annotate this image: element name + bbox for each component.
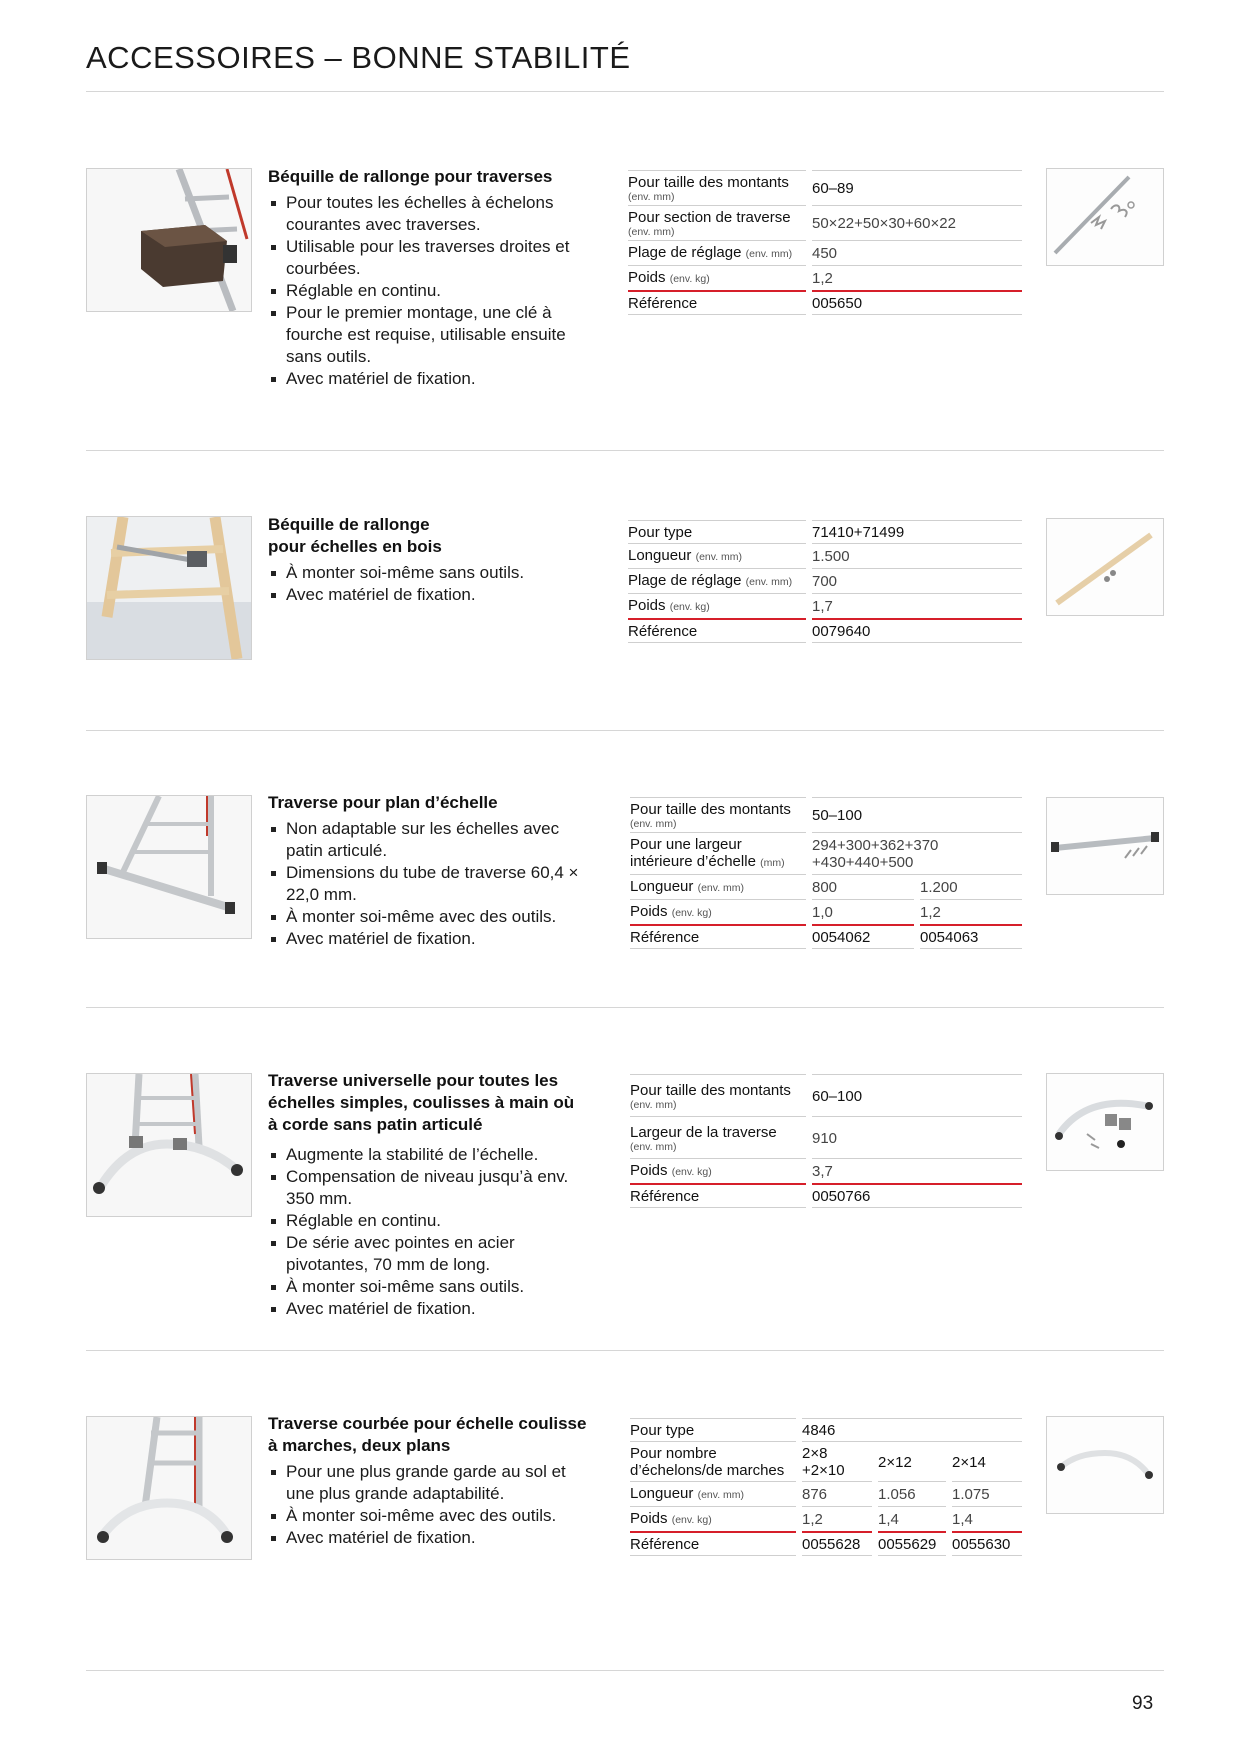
unit-label: (env. mm)	[630, 1140, 677, 1153]
spec-table	[622, 170, 1028, 315]
title-line: pour échelles en bois	[268, 537, 442, 556]
spec-label: Plage de réglage	[628, 244, 742, 261]
spec-value: 3,7	[812, 1159, 1022, 1185]
unit-label: (env. kg)	[669, 273, 710, 285]
reference-number: 0050766	[812, 1185, 1022, 1208]
spec-label: Poids	[628, 597, 666, 614]
spec-value: 700	[812, 569, 1022, 594]
spec-label: Longueur	[630, 1485, 694, 1502]
product-title: Béquille de rallonge pour traverses	[268, 167, 553, 186]
spec-label: Pour taille des montants	[630, 1081, 791, 1099]
spec-value: 50–100	[812, 797, 1022, 833]
bullet-item: Avec matériel de fixation.	[268, 928, 588, 950]
section-divider	[86, 730, 1164, 731]
spec-label: intérieure d’échelle	[630, 853, 756, 870]
spec-value: 2×12	[878, 1442, 946, 1482]
product-description	[268, 792, 588, 950]
spec-value: 1,2	[802, 1507, 872, 1533]
product-description	[268, 166, 588, 390]
bullet-item: À monter soi-même sans outils.	[268, 562, 588, 584]
product-thumbnail	[1046, 797, 1164, 895]
reference-number: 005650	[812, 292, 1022, 315]
spec-label: Largeur de la traverse	[630, 1123, 777, 1141]
bullet-item: Augmente la stabilité de l’échelle.	[268, 1144, 588, 1166]
product-photo-bequille-bois	[86, 516, 252, 660]
spec-value: +430+440+500	[812, 854, 914, 871]
bullet-item: À monter soi-même avec des outils.	[268, 1505, 588, 1527]
spec-value: 1.500	[812, 544, 1022, 569]
unit-label: (env. mm)	[628, 191, 675, 203]
unit-label: (env. kg)	[671, 1166, 712, 1178]
product-photo-bequille-traverses	[86, 168, 252, 312]
bullet-item: Avec matériel de fixation.	[268, 584, 588, 606]
bullet-item: Dimensions du tube de traverse 60,4 × 22,0 mm.	[268, 862, 588, 906]
spec-value: 800	[812, 875, 914, 900]
spec-table	[624, 1074, 1028, 1208]
bullet-item: Pour toutes les échelles à échelons courantes avec traverses.	[268, 192, 588, 236]
page-number: 93	[1132, 1693, 1154, 1714]
unit-label: (env. kg)	[671, 1514, 712, 1526]
product-description	[268, 1413, 588, 1549]
spec-value: 71410+71499	[812, 520, 1022, 544]
spec-label: Pour nombre	[630, 1445, 717, 1462]
spec-value: 1.200	[920, 875, 1022, 900]
spec-label: Plage de réglage	[628, 572, 742, 589]
bullet-item: Pour le premier montage, une clé à fourche est requise, utilisable ensuite sans outils.	[268, 302, 588, 368]
unit-label: (env. mm)	[695, 551, 743, 563]
product-title: Traverse pour plan d’échelle	[268, 793, 498, 812]
spec-value: 60–89	[812, 170, 1022, 206]
product-thumbnail	[1046, 1416, 1164, 1514]
spec-table	[624, 1418, 1028, 1556]
bullet-item: De série avec pointes en acier pivotantes, 70 mm de long.	[268, 1232, 588, 1276]
reference-number: 0055629	[878, 1533, 946, 1556]
spec-value: 50×22+50×30+60×22	[812, 206, 1022, 241]
bullet-item: Utilisable pour les traverses droites et courbées.	[268, 236, 588, 280]
unit-label: (mm)	[760, 857, 785, 869]
product-description	[268, 1070, 588, 1320]
spec-value: 2×8 +2×10	[802, 1442, 872, 1482]
footer-divider	[86, 1670, 1164, 1671]
spec-value: 1.075	[952, 1482, 1022, 1507]
spec-label: Pour type	[628, 520, 806, 544]
title-line: Béquille de rallonge	[268, 515, 430, 534]
product-title	[268, 514, 588, 558]
spec-label: Poids	[630, 1162, 668, 1179]
spec-value: 910	[812, 1117, 1022, 1159]
spec-label: Pour une largeur	[630, 836, 742, 853]
spec-value: 60–100	[812, 1074, 1022, 1117]
spec-label: Référence	[630, 1185, 806, 1208]
spec-label: Pour taille des montants	[628, 174, 789, 191]
spec-value: 1,2	[920, 900, 1022, 926]
unit-label: (env. kg)	[669, 601, 710, 613]
spec-label: Référence	[628, 292, 806, 315]
spec-label: Référence	[628, 620, 806, 643]
spec-label: Pour section de traverse	[628, 209, 791, 226]
product-photo-traverse-courbee	[86, 1416, 252, 1560]
bullet-item: Avec matériel de fixation.	[268, 1527, 588, 1549]
spec-label: d’échelons/de marches	[630, 1462, 785, 1479]
page-title: ACCESSOIRES – BONNE STABILITÉ	[86, 40, 631, 75]
spec-value: 1,7	[812, 594, 1022, 620]
bullet-item: Avec matériel de fixation.	[268, 1298, 588, 1320]
divider	[86, 91, 1164, 92]
reference-number: 0055628	[802, 1533, 872, 1556]
bullet-item: Compensation de niveau jusqu’à env. 350 mm.	[268, 1166, 588, 1210]
bullet-item: Avec matériel de fixation.	[268, 368, 588, 390]
bullet-item: À monter soi-même avec des outils.	[268, 906, 588, 928]
spec-value: 4846	[802, 1418, 1022, 1442]
unit-label: (env. mm)	[745, 576, 793, 588]
reference-number: 0079640	[812, 620, 1022, 643]
reference-number: 0054063	[920, 926, 1022, 949]
product-photo-traverse-plan	[86, 795, 252, 939]
bullet-item: Non adaptable sur les échelles avec patin articulé.	[268, 818, 588, 862]
unit-label: (env. mm)	[697, 882, 745, 894]
section-divider	[86, 1350, 1164, 1351]
unit-label: (env. kg)	[671, 907, 712, 919]
product-photo-traverse-universelle	[86, 1073, 252, 1217]
product-title: Traverse courbée pour échelle coulisse à marches, deux plans	[268, 1414, 587, 1455]
reference-number: 0055630	[952, 1533, 1022, 1556]
bullet-item: Réglable en continu.	[268, 1210, 588, 1232]
unit-label: (env. mm)	[630, 818, 677, 830]
spec-label: Pour taille des montants	[630, 801, 791, 818]
spec-label: Pour type	[630, 1418, 796, 1442]
spec-value: 1,4	[952, 1507, 1022, 1533]
spec-value: 1,4	[878, 1507, 946, 1533]
spec-label: Longueur	[628, 547, 692, 564]
spec-value: 876	[802, 1482, 872, 1507]
product-thumbnail	[1046, 1073, 1164, 1171]
spec-table	[624, 797, 1028, 949]
spec-label: Référence	[630, 1533, 796, 1556]
section-divider	[86, 450, 1164, 451]
product-title: Traverse universelle pour toutes les échelles simples, coulisses à main où à corde sans patin articulé	[268, 1071, 575, 1134]
bullet-item: Réglable en continu.	[268, 280, 588, 302]
spec-table	[622, 520, 1028, 643]
spec-value: 2×14	[952, 1442, 1022, 1482]
product-thumbnail	[1046, 518, 1164, 616]
unit-label: (env. mm)	[628, 226, 675, 238]
spec-value: 450	[812, 241, 1022, 266]
product-description	[268, 514, 588, 606]
unit-label: (env. mm)	[745, 248, 793, 260]
spec-label: Poids	[628, 269, 666, 286]
product-thumbnail	[1046, 168, 1164, 266]
unit-label: (env. mm)	[697, 1489, 745, 1501]
spec-label: Poids	[630, 1510, 668, 1527]
bullet-item: À monter soi-même sans outils.	[268, 1276, 588, 1298]
bullet-item: Pour une plus grande garde au sol et une plus grande adaptabilité.	[268, 1461, 588, 1505]
reference-number: 0054062	[812, 926, 914, 949]
spec-label: Référence	[630, 926, 806, 949]
spec-label: Longueur	[630, 878, 694, 895]
unit-label: (env. mm)	[630, 1098, 677, 1111]
section-divider	[86, 1007, 1164, 1008]
spec-label: Poids	[630, 903, 668, 920]
spec-value: 1,2	[812, 266, 1022, 292]
spec-value: 294+300+362+370	[812, 837, 939, 854]
spec-value: 1,0	[812, 900, 914, 926]
spec-value: 1.056	[878, 1482, 946, 1507]
